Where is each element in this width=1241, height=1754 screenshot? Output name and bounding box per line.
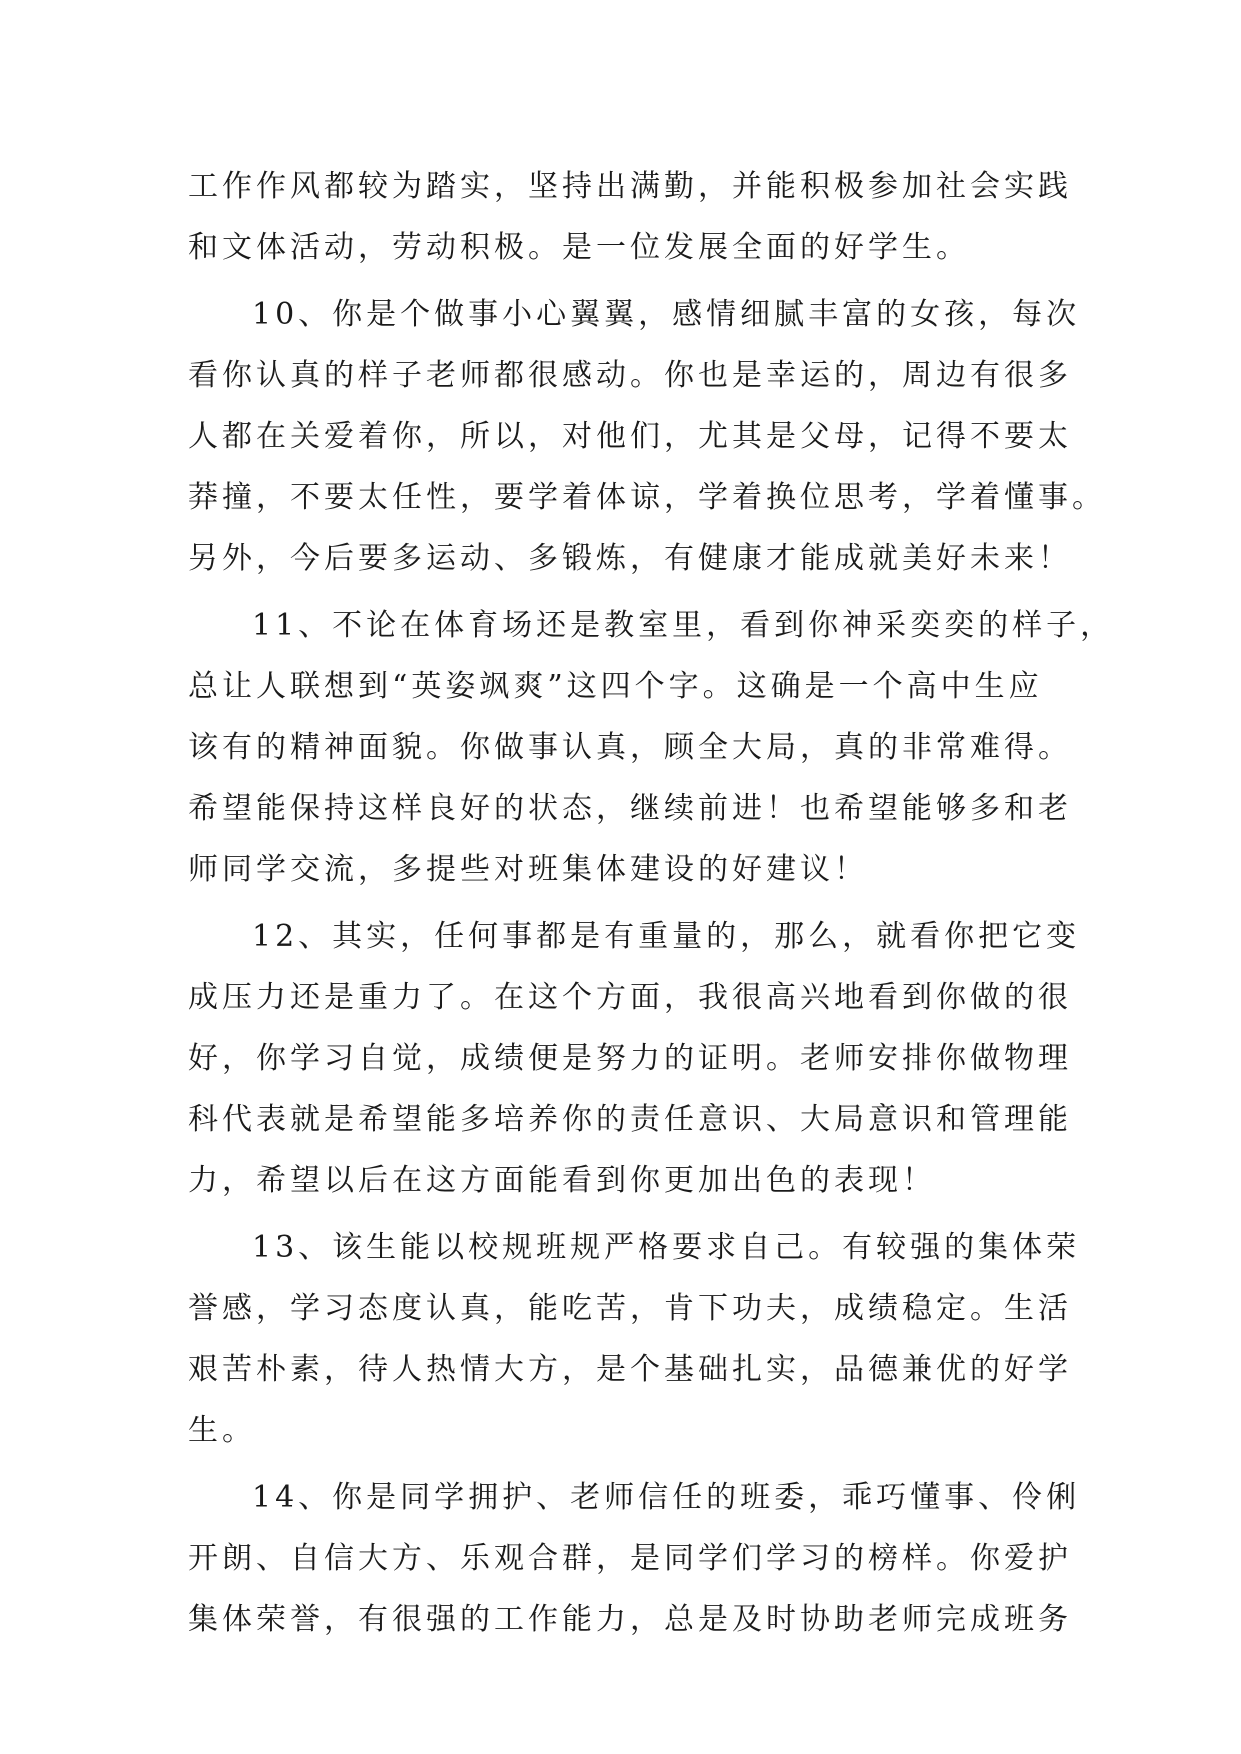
text-line: 科代表就是希望能多培养你的责任意识、大局意识和管理能: [188, 1102, 1072, 1137]
text-line: 14、你是同学拥护、老师信任的班委，乖巧懂事、伶俐: [252, 1480, 1081, 1515]
text-line: 师同学交流，多提些对班集体建设的好建议！: [188, 852, 868, 887]
text-line: 集体荣誉，有很强的工作能力，总是及时协助老师完成班务: [188, 1602, 1072, 1637]
text-line: 12、其实，任何事都是有重量的，那么，就看你把它变: [252, 919, 1081, 954]
text-line: 生。: [188, 1413, 256, 1448]
text-line: 好，你学习自觉，成绩便是努力的证明。老师安排你做物理: [188, 1041, 1072, 1076]
document-body: [188, 156, 1115, 1650]
text-line: 工作作风都较为踏实，坚持出满勤，并能积极参加社会实践: [188, 169, 1072, 204]
text-line: 该有的精神面貌。你做事认真，顾全大局，真的非常难得。: [188, 730, 1072, 765]
text-line: 11、不论在体育场还是教室里，看到你神采奕奕的样子，: [252, 608, 1115, 643]
paragraph-11: [188, 595, 1115, 900]
text-line: 力，希望以后在这方面能看到你更加出色的表现！: [188, 1163, 936, 1198]
text-line: 艰苦朴素，待人热情大方，是个基础扎实，品德兼优的好学: [188, 1352, 1072, 1387]
text-line: 和文体活动，劳动积极。是一位发展全面的好学生。: [188, 230, 970, 265]
text-line: 看你认真的样子老师都很感动。你也是幸运的，周边有很多: [188, 358, 1072, 393]
text-line: 誉感，学习态度认真，能吃苦，肯下功夫，成绩稳定。生活: [188, 1291, 1072, 1326]
text-line: 13、该生能以校规班规严格要求自己。有较强的集体荣: [252, 1230, 1081, 1265]
paragraph-13: [188, 1217, 1081, 1461]
text-line: 莽撞，不要太任性，要学着体谅，学着换位思考，学着懂事。: [188, 480, 1106, 515]
text-line: 人都在关爱着你，所以，对他们，尤其是父母，记得不要太: [188, 419, 1072, 454]
text-line: 总让人联想到“英姿飒爽”这四个字。这确是一个高中生应: [188, 669, 1043, 704]
text-line: 开朗、自信大方、乐观合群，是同学们学习的榜样。你爱护: [188, 1541, 1072, 1576]
text-line: 希望能保持这样良好的状态，继续前进！也希望能够多和老: [188, 791, 1072, 826]
paragraph-9-continuation: [188, 156, 1072, 278]
paragraph-10: [188, 284, 1106, 589]
text-line: 另外，今后要多运动、多锻炼，有健康才能成就美好未来！: [188, 541, 1072, 576]
text-line: 10、你是个做事小心翼翼，感情细腻丰富的女孩，每次: [252, 297, 1081, 332]
text-line: 成压力还是重力了。在这个方面，我很高兴地看到你做的很: [188, 980, 1072, 1015]
paragraph-12: [188, 906, 1081, 1211]
paragraph-14: [188, 1467, 1081, 1650]
